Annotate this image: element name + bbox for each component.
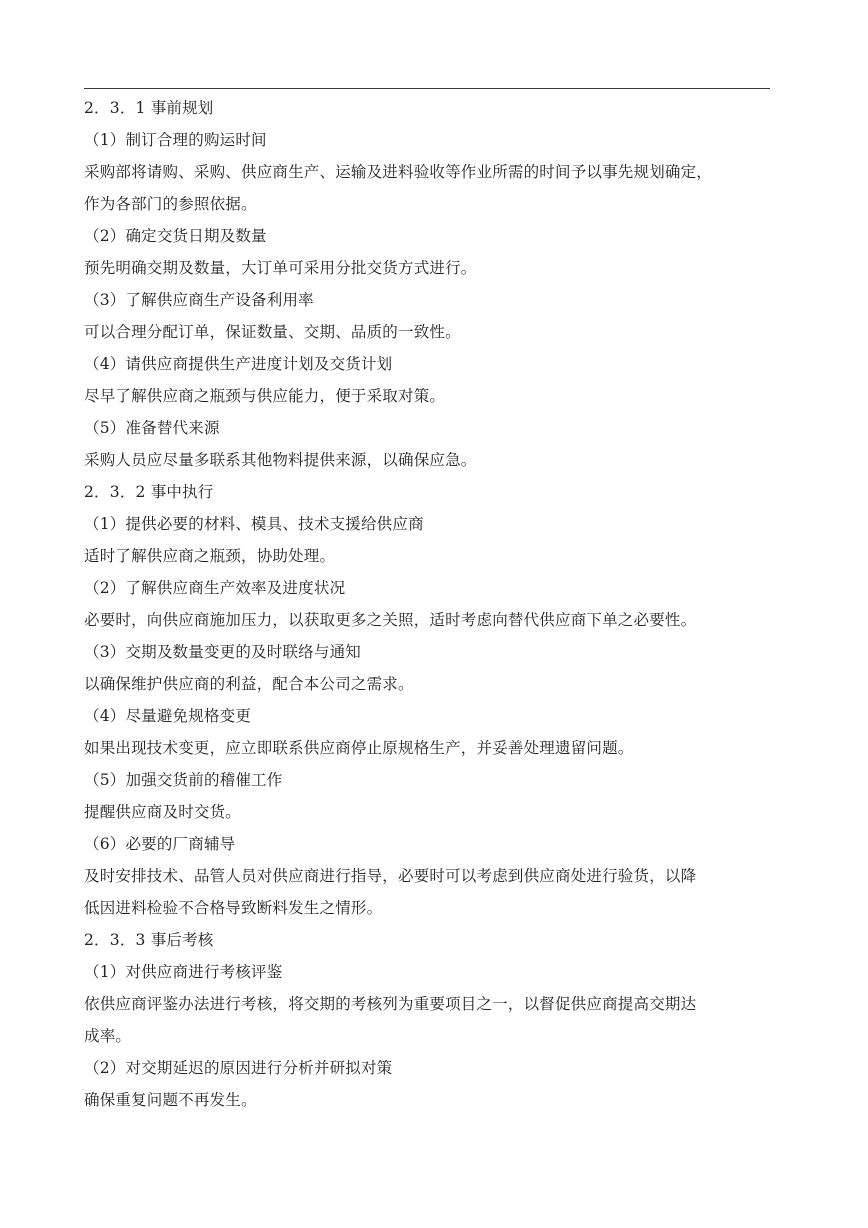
paragraph-line: 确保重复问题不再发生。	[84, 1091, 257, 1109]
paragraph-line: 及时安排技术、品管人员对供应商进行指导，必要时可以考虑到供应商处进行验货，以降	[84, 867, 697, 885]
section-heading: 2．3．2 事中执行	[84, 483, 214, 501]
paragraph-line: 尽早了解供应商之瓶颈与供应能力，便于采取对策。	[84, 387, 446, 405]
paragraph-line: 提醒供应商及时交货。	[84, 803, 242, 821]
paragraph-line: 适时了解供应商之瓶颈，协助处理。	[84, 547, 336, 565]
list-item-title: （2）对交期延迟的原因进行分析并研拟对策	[84, 1059, 393, 1077]
list-item-title: （3）了解供应商生产设备利用率	[84, 291, 314, 309]
list-item-title: （1）提供必要的材料、模具、技术支援给供应商	[84, 515, 424, 533]
paragraph-line: 低因进料检验不合格导致断料发生之情形。	[84, 899, 383, 917]
paragraph-line: 依供应商评鉴办法进行考核，将交期的考核列为重要项目之一，以督促供应商提高交期达	[84, 995, 697, 1013]
list-item-title: （1）对供应商进行考核评鉴	[84, 963, 283, 981]
paragraph-line: 可以合理分配订单，保证数量、交期、品质的一致性。	[84, 323, 461, 341]
paragraph-line: 如果出现技术变更，应立即联系供应商停止原规格生产，并妥善处理遗留问题。	[84, 739, 634, 757]
list-item-title: （6）必要的厂商辅导	[84, 835, 236, 853]
list-item-title: （3）交期及数量变更的及时联络与通知	[84, 643, 361, 661]
paragraph-line: 作为各部门的参照依据。	[84, 195, 257, 213]
header-rule	[84, 88, 770, 89]
list-item-title: （4）请供应商提供生产进度计划及交货计划	[84, 355, 393, 373]
list-item-title: （5）准备替代来源	[84, 419, 220, 437]
section-heading: 2．3．1 事前规划	[84, 99, 214, 117]
section-heading: 2．3．3 事后考核	[84, 931, 214, 949]
list-item-title: （5）加强交货前的稽催工作	[84, 771, 283, 789]
list-item-title: （2）确定交货日期及数量	[84, 227, 267, 245]
paragraph-line: 以确保维护供应商的利益，配合本公司之需求。	[84, 675, 414, 693]
list-item-title: （4）尽量避免规格变更	[84, 707, 252, 725]
paragraph-line: 成率。	[84, 1027, 132, 1045]
document-body	[84, 92, 774, 1116]
list-item-title: （2）了解供应商生产效率及进度状况	[84, 579, 346, 597]
paragraph-line: 采购人员应尽量多联系其他物料提供来源，以确保应急。	[84, 451, 477, 469]
paragraph-line: 采购部将请购、采购、供应商生产、运输及进料验收等作业所需的时间予以事先规划确定，	[84, 163, 713, 181]
paragraph-line: 预先明确交期及数量，大订单可采用分批交货方式进行。	[84, 259, 477, 277]
list-item-title: （1）制订合理的购运时间	[84, 131, 267, 149]
paragraph-line: 必要时，向供应商施加压力，以获取更多之关照，适时考虑向替代供应商下单之必要性。	[84, 611, 697, 629]
